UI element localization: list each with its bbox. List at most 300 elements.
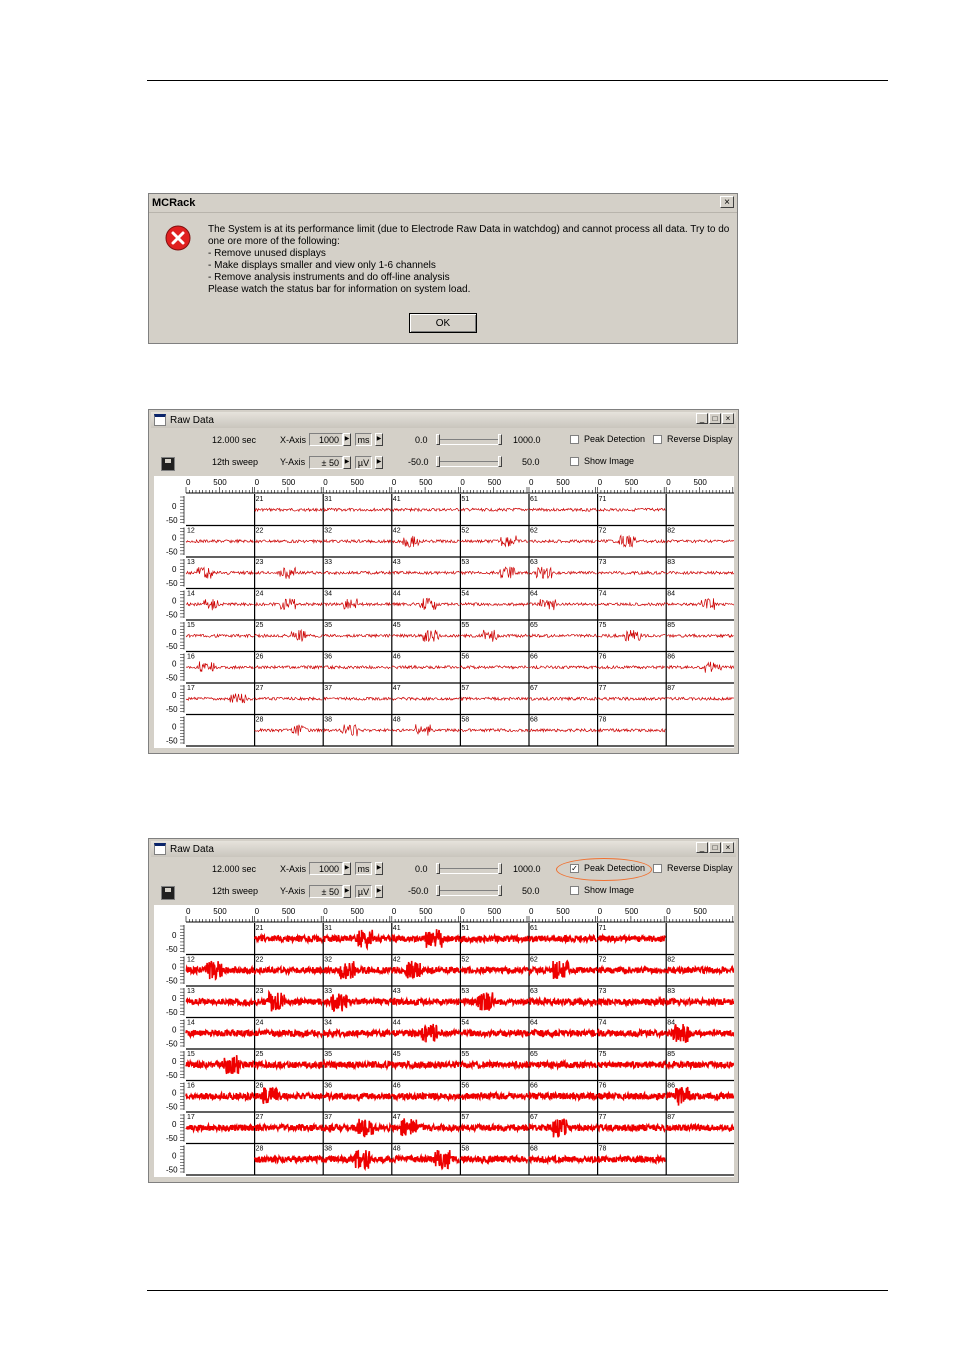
- channel-label: 61: [530, 496, 538, 503]
- y-range-min: -50.0: [408, 886, 429, 896]
- channel-label: 43: [392, 988, 401, 995]
- peak-detection-checkbox[interactable]: ✓: [571, 864, 578, 873]
- window-titlebar: [151, 841, 736, 857]
- channel-label: 74: [598, 590, 607, 598]
- reverse-display-label: Reverse Display: [667, 863, 733, 873]
- y-tick-label: -50: [166, 1134, 178, 1143]
- channel-trace: [186, 1125, 254, 1131]
- x-range-max-thumb[interactable]: [498, 863, 502, 874]
- y-axis-label: Y-Axis: [280, 457, 306, 467]
- channel-trace: [598, 1030, 666, 1036]
- y-tick-label: -50: [166, 610, 178, 620]
- y-range-max-thumb[interactable]: [498, 456, 502, 467]
- reverse-display-checkbox[interactable]: [653, 864, 662, 873]
- channel-label: 51: [461, 925, 470, 932]
- channel-trace: [323, 1150, 391, 1169]
- channel-label: 36: [324, 653, 332, 661]
- channel-trace: [598, 936, 666, 942]
- show-image-label: Show Image: [584, 456, 635, 466]
- channel-label: 45: [392, 1051, 401, 1058]
- dialog-message: [208, 224, 733, 296]
- x-tick-label: 500: [281, 478, 296, 487]
- channel-label: 65: [530, 622, 538, 629]
- channel-trace: [323, 930, 391, 948]
- message-line: - Remove unused displays: [208, 248, 326, 259]
- channel-label: 63: [530, 559, 538, 566]
- channel-label: 34: [324, 1019, 332, 1027]
- y-axis-unit-select[interactable]: µV: [355, 885, 372, 898]
- x-axis-label: X-Axis: [280, 864, 307, 874]
- channel-trace: [255, 1088, 323, 1104]
- channel-label: 41: [392, 496, 401, 503]
- x-range-min-thumb[interactable]: [436, 434, 440, 445]
- window-icon: [154, 414, 166, 426]
- channel-trace: [666, 634, 734, 637]
- y-tick-label: -50: [166, 673, 178, 683]
- channel-trace: [598, 1062, 666, 1068]
- x-range-min: 0.0: [415, 864, 428, 874]
- show-image-checkbox[interactable]: [570, 457, 579, 466]
- channel-label: 14: [187, 1019, 195, 1027]
- channel-trace: [392, 697, 460, 700]
- channel-trace: [392, 724, 460, 735]
- channel-trace: [323, 725, 391, 737]
- channel-label: 22: [255, 956, 264, 964]
- channel-label: 73: [598, 559, 607, 566]
- channel-trace: [255, 1030, 323, 1036]
- channel-label: 32: [324, 956, 332, 964]
- message-line: The System is at its performance limit (due to Electrode Raw Data in watchdog) and cannot process all data. Try to do: [208, 224, 730, 235]
- y-tick-label: 0: [172, 1120, 177, 1129]
- channel-trace: [598, 999, 666, 1005]
- channel-trace: [598, 729, 666, 732]
- channel-label: 23: [255, 988, 264, 995]
- channel-trace: [323, 508, 391, 511]
- channel-label: 67: [530, 685, 538, 692]
- channel-trace: [255, 599, 323, 610]
- x-axis-spin-button[interactable]: ▶: [343, 433, 351, 446]
- channel-label: 63: [530, 988, 538, 995]
- y-range-min: -50.0: [408, 457, 429, 467]
- channel-trace: [392, 1150, 460, 1169]
- close-button[interactable]: ×: [722, 842, 734, 853]
- x-axis-unit-spin[interactable]: ▶: [375, 433, 383, 446]
- x-axis-value-field[interactable]: 1000: [309, 862, 343, 875]
- y-axis-unit-spin[interactable]: ▶: [375, 456, 383, 469]
- y-tick-label: 0: [172, 628, 177, 637]
- sweep-readout: 12th sweep: [212, 457, 259, 467]
- channel-label: 71: [598, 496, 607, 503]
- x-range-min: 0.0: [415, 435, 428, 445]
- y-range-min-thumb[interactable]: [436, 885, 440, 896]
- channel-trace: [666, 697, 734, 700]
- x-tick-label: 500: [213, 907, 227, 916]
- channel-label: 68: [530, 716, 538, 724]
- channel-trace: [460, 567, 528, 578]
- x-axis-unit-select[interactable]: ms: [355, 862, 372, 875]
- raw-data-window: [148, 409, 739, 754]
- channel-label: 15: [187, 622, 195, 629]
- x-axis-spin-button[interactable]: ▶: [343, 862, 351, 875]
- channel-trace: [186, 1055, 254, 1074]
- footer-rule: [147, 1290, 888, 1291]
- channel-trace: [529, 567, 597, 579]
- channel-label: 31: [324, 496, 332, 503]
- channel-label: 87: [667, 685, 675, 692]
- channel-label: 55: [461, 622, 470, 629]
- channel-label: 87: [667, 1114, 675, 1121]
- message-line: Please watch the status bar for information on system load.: [208, 284, 471, 295]
- channel-label: 86: [667, 653, 675, 661]
- channel-label: 28: [255, 1145, 264, 1153]
- channel-trace: [598, 630, 666, 641]
- channel-trace: [255, 568, 323, 579]
- reverse-display-checkbox[interactable]: [653, 435, 662, 444]
- channel-trace: [598, 603, 666, 606]
- channel-trace: [460, 936, 528, 942]
- channel-label: 57: [461, 685, 470, 692]
- channel-trace: [323, 697, 391, 700]
- channel-trace: [186, 999, 254, 1005]
- channel-grid: [154, 476, 734, 748]
- ok-button[interactable]: OK: [409, 313, 477, 333]
- channel-label: 44: [392, 590, 401, 598]
- maximize-button[interactable]: □: [709, 413, 721, 424]
- channel-trace: [392, 666, 460, 669]
- channel-trace: [529, 540, 597, 543]
- channel-label: 16: [187, 653, 195, 661]
- channel-trace: [255, 936, 323, 942]
- channel-label: 25: [255, 1051, 264, 1058]
- channel-label: 28: [255, 716, 264, 724]
- x-axis-unit-select[interactable]: ms: [355, 433, 372, 446]
- y-tick-label: -50: [166, 516, 178, 525]
- channel-trace: [529, 1030, 597, 1036]
- y-tick-label: -50: [166, 1165, 178, 1175]
- peak-detection-highlight-ellipse: [556, 858, 652, 881]
- channel-trace: [255, 540, 323, 543]
- x-range-slider[interactable]: [436, 868, 502, 874]
- channel-label: 15: [187, 1051, 195, 1058]
- channel-trace: [529, 1093, 597, 1099]
- channel-trace: [323, 666, 391, 669]
- y-tick-label: -50: [166, 579, 178, 588]
- channel-trace: [186, 1030, 254, 1036]
- channel-label: 47: [392, 685, 401, 692]
- channel-trace: [392, 961, 460, 978]
- channel-label: 35: [324, 1051, 332, 1058]
- maximize-button[interactable]: □: [709, 842, 721, 853]
- channel-trace: [460, 729, 528, 732]
- minimize-button[interactable]: _: [696, 413, 708, 424]
- channel-label: 13: [187, 559, 195, 566]
- channel-label: 41: [392, 925, 401, 932]
- channel-trace: [666, 999, 734, 1005]
- y-axis-label: Y-Axis: [280, 886, 306, 896]
- channel-trace: [460, 1093, 528, 1099]
- channel-trace: [186, 661, 254, 671]
- x-tick-label: 500: [419, 907, 433, 916]
- channel-trace: [186, 599, 254, 610]
- dialog-close-button[interactable]: ×: [720, 196, 734, 208]
- channel-trace: [666, 1087, 734, 1106]
- channel-trace: [598, 508, 666, 511]
- x-tick-label: 0: [460, 478, 465, 487]
- channel-label: 84: [667, 1019, 675, 1027]
- channel-trace: [598, 967, 666, 973]
- channel-label: 48: [392, 1145, 401, 1153]
- y-tick-label: 0: [172, 691, 177, 700]
- y-range-slider[interactable]: [436, 890, 502, 896]
- channel-label: 77: [598, 685, 607, 692]
- header-rule: [147, 80, 888, 81]
- channel-trace: [598, 1125, 666, 1131]
- channel-label: 78: [598, 716, 607, 724]
- channel-label: 21: [255, 925, 264, 932]
- x-axis-unit-spin[interactable]: ▶: [375, 862, 383, 875]
- channel-trace: [255, 992, 323, 1011]
- channel-label: 45: [392, 622, 401, 629]
- x-tick-label: 0: [323, 907, 328, 916]
- channel-label: 12: [187, 527, 195, 535]
- channel-grid: [154, 905, 734, 1177]
- channel-label: 74: [598, 1019, 607, 1027]
- channel-trace: [323, 540, 391, 543]
- channel-trace: [323, 994, 391, 1012]
- y-tick-label: 0: [172, 565, 177, 574]
- y-tick-label: 0: [172, 1025, 177, 1035]
- channel-trace: [323, 1030, 391, 1036]
- y-axis-spin-button[interactable]: ▶: [343, 885, 351, 898]
- channel-trace: [529, 936, 597, 942]
- y-axis-value-field[interactable]: ± 50: [309, 885, 343, 898]
- channel-label: 83: [667, 559, 675, 566]
- channel-trace: [323, 1119, 391, 1137]
- y-tick-label: -50: [166, 736, 178, 746]
- x-tick-label: 500: [624, 907, 639, 916]
- channel-label: 62: [530, 956, 538, 964]
- time-readout: 12.000 sec: [212, 864, 257, 874]
- channel-trace: [529, 697, 597, 700]
- x-tick-label: 0: [666, 907, 671, 916]
- channel-label: 86: [667, 1082, 675, 1090]
- channel-trace: [392, 1118, 460, 1136]
- channel-trace: [460, 603, 528, 606]
- channel-label: 77: [598, 1114, 607, 1121]
- channel-label: 33: [324, 559, 332, 566]
- y-tick-label: 0: [172, 533, 177, 543]
- channel-label: 21: [255, 496, 264, 503]
- channel-trace: [392, 999, 460, 1005]
- channel-label: 73: [598, 988, 607, 995]
- channel-label: 72: [598, 956, 607, 964]
- channel-trace: [392, 536, 460, 547]
- x-range-max: 1000.0: [513, 435, 541, 445]
- channel-label: 34: [324, 590, 332, 598]
- message-line: - Make displays smaller and view only 1-6 channels: [208, 260, 436, 271]
- y-tick-label: -50: [166, 1102, 178, 1112]
- x-tick-label: 0: [529, 907, 534, 916]
- y-tick-label: 0: [172, 1057, 177, 1066]
- close-button[interactable]: ×: [722, 413, 734, 424]
- channel-trace: [323, 961, 391, 979]
- x-range-max-thumb[interactable]: [498, 434, 502, 445]
- x-tick-label: 500: [487, 478, 502, 487]
- y-range-max-thumb[interactable]: [498, 885, 502, 896]
- channel-trace: [186, 540, 254, 543]
- x-tick-label: 0: [254, 907, 260, 916]
- channel-trace: [392, 1093, 460, 1099]
- channel-trace: [460, 536, 528, 547]
- channel-trace: [186, 567, 254, 578]
- y-tick-label: 0: [172, 1151, 177, 1161]
- y-range-min-thumb[interactable]: [436, 456, 440, 467]
- channel-label: 46: [392, 1082, 401, 1090]
- channel-trace: [255, 1125, 323, 1131]
- channel-trace: [255, 1156, 323, 1162]
- y-tick-label: -50: [166, 1039, 178, 1049]
- channel-trace: [323, 634, 391, 637]
- message-line: - Remove analysis instruments and do off-line analysis: [208, 272, 450, 283]
- channel-label: 78: [598, 1145, 607, 1153]
- channel-label: 71: [598, 925, 607, 932]
- window-icon: [154, 843, 166, 855]
- y-range-max: 50.0: [522, 457, 540, 467]
- x-tick-label: 500: [350, 907, 364, 916]
- x-tick-label: 500: [624, 478, 639, 487]
- channel-label: 56: [461, 1082, 470, 1090]
- channel-label: 85: [667, 622, 675, 629]
- channel-trace: [529, 1156, 597, 1162]
- y-tick-label: 0: [172, 722, 177, 732]
- y-tick-label: -50: [166, 1008, 178, 1017]
- y-tick-label: -50: [166, 976, 178, 986]
- save-icon[interactable]: [161, 886, 175, 900]
- channel-trace: [255, 725, 323, 736]
- y-tick-label: 0: [172, 596, 177, 606]
- channel-trace: [529, 729, 597, 732]
- channel-label: 62: [530, 527, 538, 535]
- channel-trace: [666, 540, 734, 543]
- channel-label: 52: [461, 956, 470, 964]
- channel-label: 55: [461, 1051, 470, 1058]
- channel-trace: [666, 967, 734, 973]
- y-axis-unit-select[interactable]: µV: [355, 456, 372, 469]
- x-tick-label: 0: [529, 478, 534, 487]
- y-axis-value-field[interactable]: ± 50: [309, 456, 343, 469]
- channel-label: 37: [324, 1114, 332, 1121]
- channel-trace: [598, 666, 666, 669]
- y-tick-label: -50: [166, 642, 178, 651]
- reverse-display-label: Reverse Display: [667, 434, 733, 444]
- channel-trace: [323, 599, 391, 609]
- x-range-min-thumb[interactable]: [436, 863, 440, 874]
- channel-trace: [255, 967, 323, 973]
- channel-trace: [666, 662, 734, 673]
- x-tick-label: 500: [213, 478, 227, 487]
- time-readout: 12.000 sec: [212, 435, 257, 445]
- window-title: Raw Data: [170, 843, 214, 855]
- channel-trace: [392, 929, 460, 948]
- channel-trace: [186, 1093, 254, 1099]
- channel-trace: [460, 630, 528, 642]
- channel-trace: [666, 1024, 734, 1043]
- channel-trace: [666, 1125, 734, 1131]
- channel-trace: [255, 630, 323, 641]
- x-tick-label: 500: [556, 478, 570, 487]
- channel-trace: [392, 571, 460, 574]
- dialog-title: MCRack: [152, 197, 196, 209]
- dialog-titlebar: [149, 194, 737, 213]
- x-axis-value-field[interactable]: 1000: [309, 433, 343, 446]
- channel-label: 47: [392, 1114, 401, 1121]
- channel-label: 66: [530, 653, 538, 661]
- channel-grid-svg: [154, 476, 734, 748]
- y-tick-label: 0: [172, 994, 177, 1003]
- channel-trace: [529, 508, 597, 511]
- channel-trace: [186, 694, 254, 703]
- channel-trace: [598, 697, 666, 700]
- channel-label: 48: [392, 716, 401, 724]
- channel-label: 58: [461, 716, 470, 724]
- peak-detection-checkbox[interactable]: [570, 435, 579, 444]
- channel-label: 37: [324, 685, 332, 692]
- x-tick-label: 0: [597, 478, 603, 487]
- y-axis-unit-spin[interactable]: ▶: [375, 885, 383, 898]
- y-range-max: 50.0: [522, 886, 540, 896]
- y-tick-label: 0: [172, 502, 177, 511]
- show-image-checkbox[interactable]: [570, 886, 579, 895]
- channel-label: 82: [667, 956, 675, 964]
- channel-trace: [460, 697, 528, 700]
- channel-trace: [323, 1062, 391, 1068]
- x-tick-label: 500: [556, 907, 570, 916]
- channel-label: 12: [187, 956, 195, 964]
- show-image-label: Show Image: [584, 885, 635, 895]
- channel-trace: [598, 571, 666, 574]
- x-range-slider[interactable]: [436, 439, 502, 445]
- channel-trace: [598, 1156, 666, 1162]
- channel-trace: [666, 571, 734, 574]
- channel-trace: [460, 1125, 528, 1131]
- channel-label: 13: [187, 988, 195, 995]
- channel-label: 38: [324, 1145, 332, 1153]
- minimize-button[interactable]: _: [696, 842, 708, 853]
- raw-data-window-peak-detection: [148, 838, 739, 1183]
- y-axis-spin-button[interactable]: ▶: [343, 456, 351, 469]
- channel-trace: [255, 508, 323, 511]
- y-tick-label: -50: [166, 1071, 178, 1080]
- channel-label: 58: [461, 1145, 470, 1153]
- channel-trace: [598, 535, 666, 547]
- channel-trace: [460, 967, 528, 973]
- channel-label: 57: [461, 1114, 470, 1121]
- channel-label: 67: [530, 1114, 538, 1121]
- y-range-slider[interactable]: [436, 461, 502, 467]
- x-tick-label: 500: [350, 478, 364, 487]
- x-tick-label: 0: [186, 478, 191, 487]
- channel-label: 76: [598, 653, 607, 661]
- x-tick-label: 0: [460, 907, 465, 916]
- channel-label: 22: [255, 527, 264, 535]
- x-tick-label: 0: [391, 907, 397, 916]
- y-tick-label: -50: [166, 547, 178, 557]
- channel-trace: [186, 961, 254, 979]
- message-line: one ore more of the following:: [208, 236, 340, 247]
- y-tick-label: 0: [172, 962, 177, 972]
- channel-label: 16: [187, 1082, 195, 1090]
- save-icon[interactable]: [161, 457, 175, 471]
